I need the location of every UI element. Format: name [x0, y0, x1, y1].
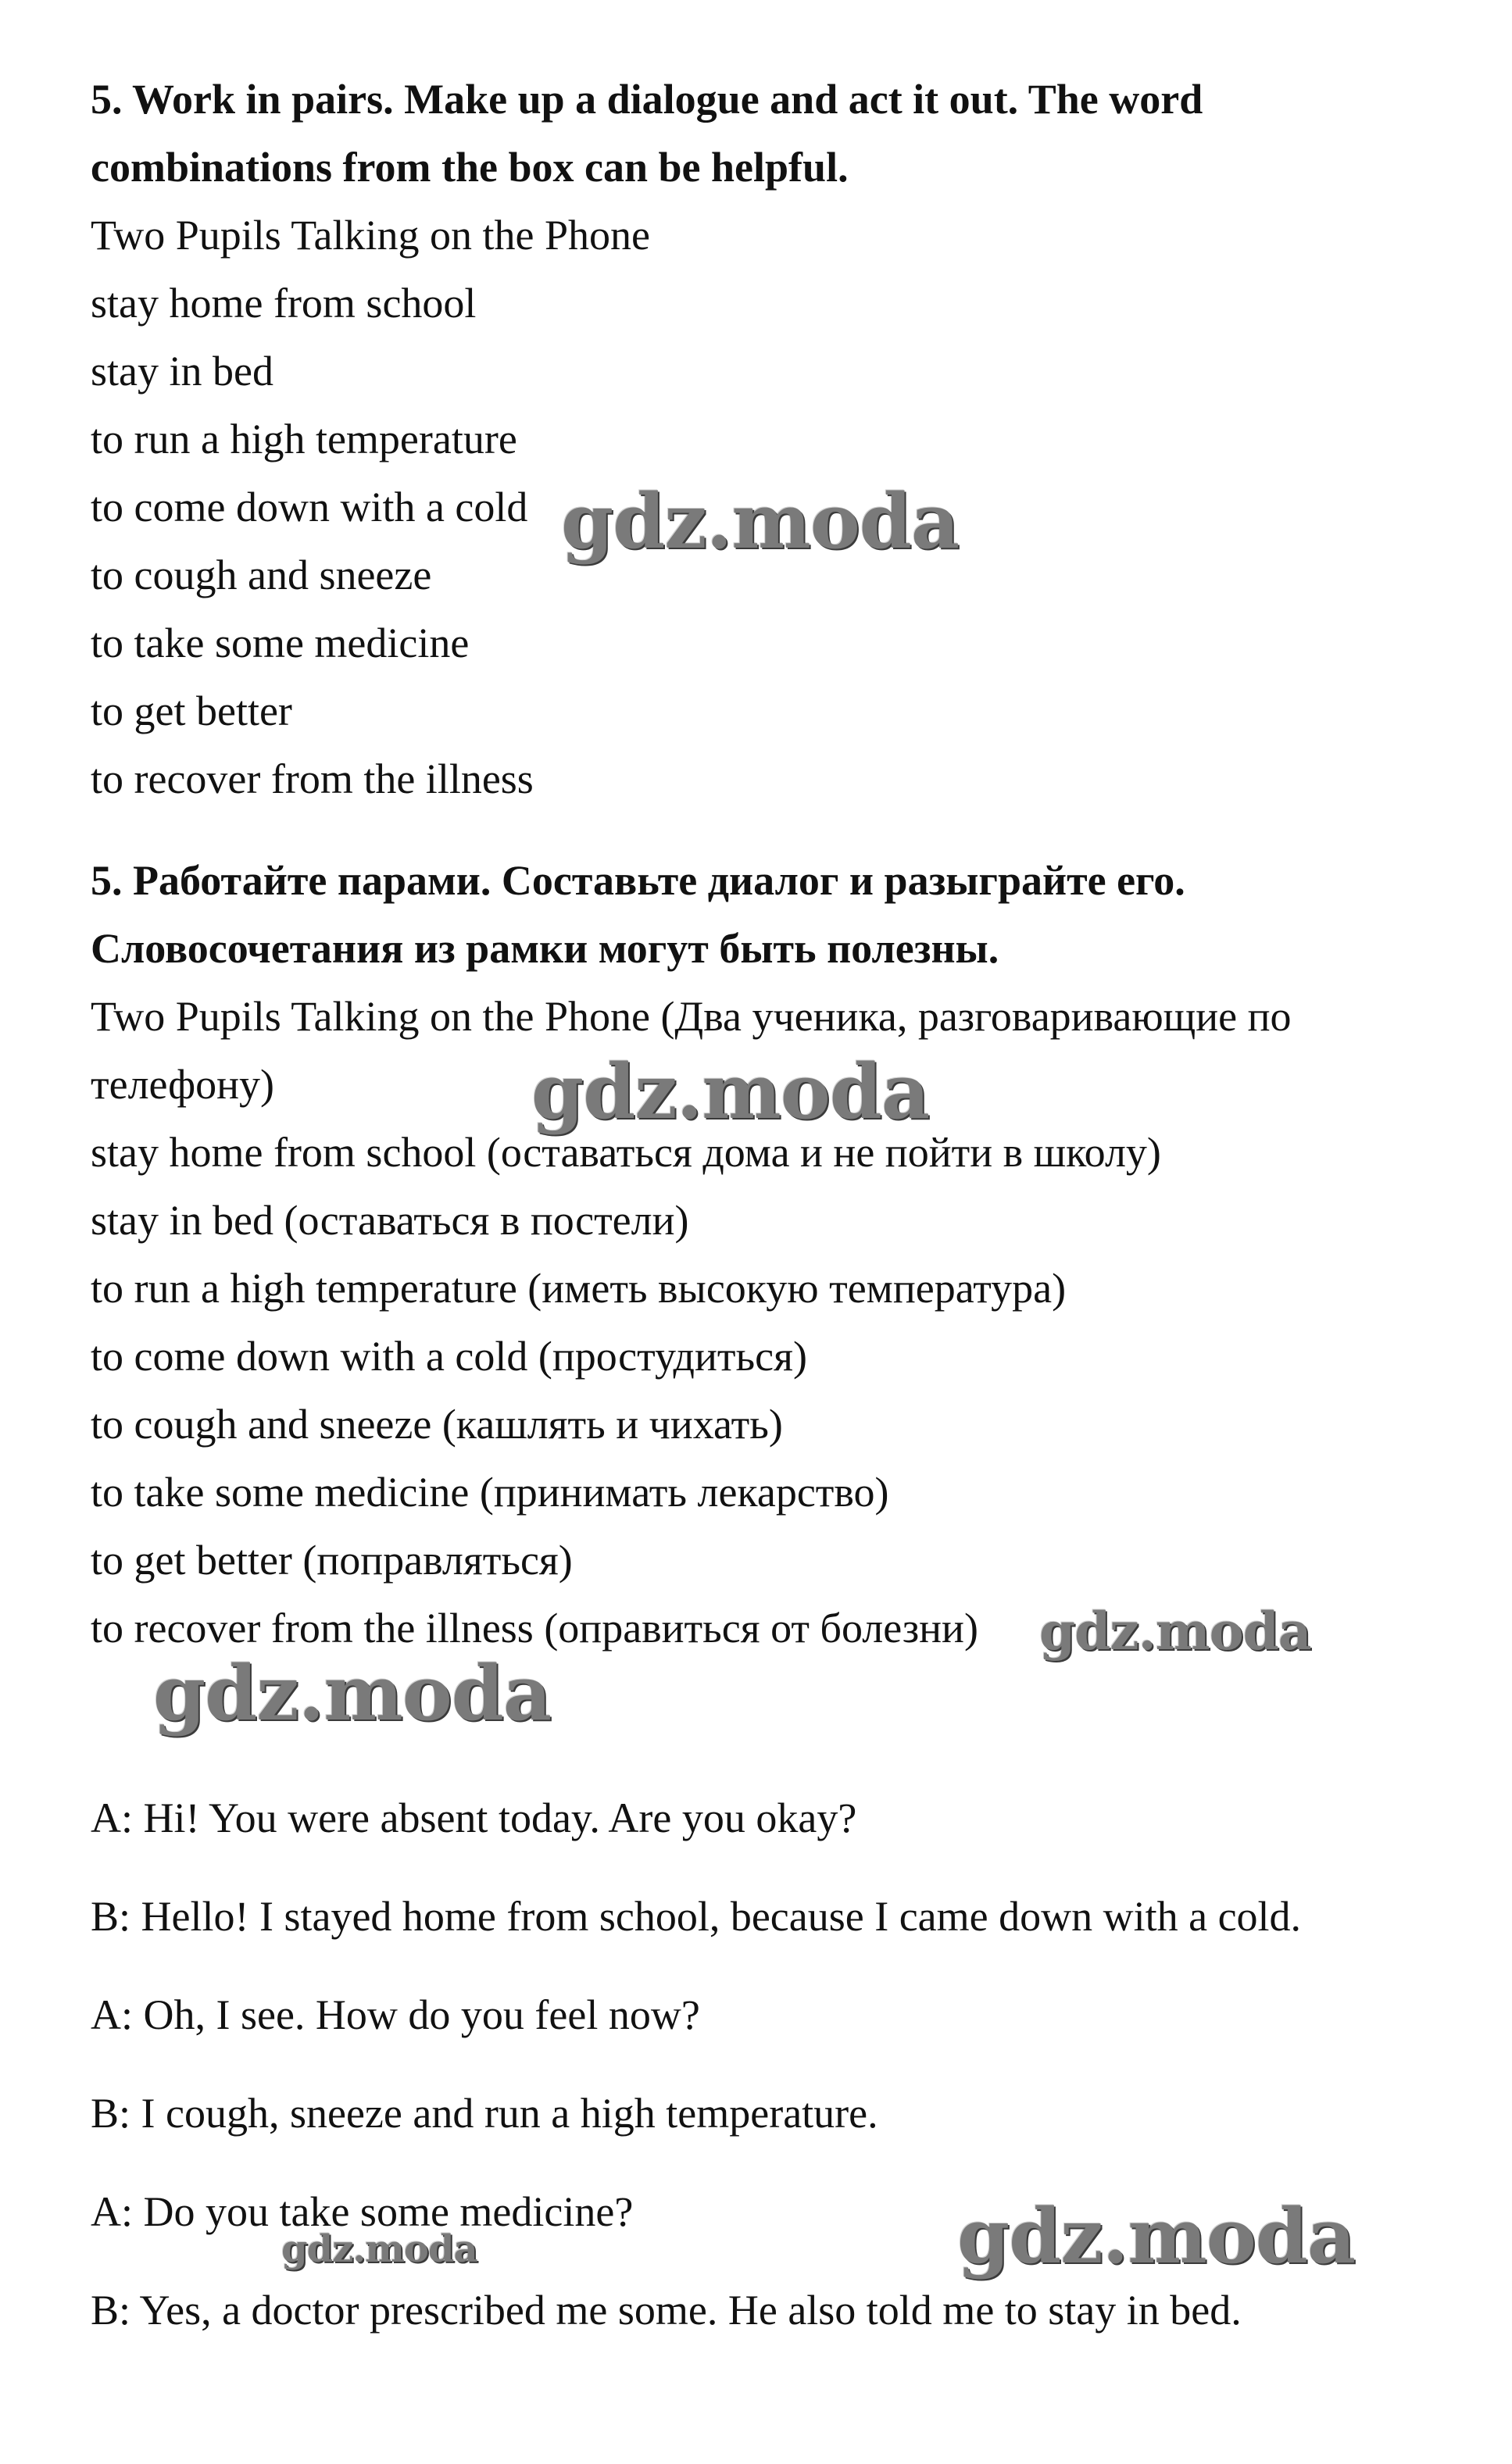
section-en-item: to cough and sneeze: [91, 552, 432, 598]
section-en-heading-line1: 5. Work in pairs. Make up a dialogue and act it out. The word: [91, 76, 1203, 123]
section-en-item: to take some medicine: [91, 620, 470, 666]
section-ru-item: stay home from school (оставаться дома и не пойти в школу): [91, 1129, 1161, 1176]
section-ru-item: to come down with a cold (простудиться): [91, 1333, 807, 1380]
section-en-item: to come down with a cold: [91, 484, 528, 530]
watermark: gdz.moda: [561, 477, 960, 566]
section-en-item: stay in bed: [91, 348, 273, 395]
section-ru-item: to cough and sneeze (кашлять и чихать): [91, 1401, 783, 1448]
section-ru-item: Two Pupils Talking on the Phone (Два ученика, разговаривающие по: [91, 993, 1292, 1040]
dialogue-line: B: Hello! I stayed home from school, because I came down with a cold.: [91, 1893, 1302, 1940]
section-ru-item: телефону): [91, 1061, 275, 1108]
section-en-item: Two Pupils Talking on the Phone: [91, 212, 650, 259]
section-ru-item: to take some medicine (принимать лекарство): [91, 1469, 889, 1516]
dialogue-line: B: Yes, a doctor prescribed me some. He also told me to stay in bed.: [91, 2287, 1242, 2334]
section-en-item: to get better: [91, 687, 292, 734]
section-en-heading-line2: combinations from the box can be helpful.: [91, 144, 849, 191]
section-ru-heading-line1: 5. Работайте парами. Составьте диалог и разыграйте его.: [91, 857, 1185, 904]
watermark: gdz.moda: [957, 2192, 1356, 2280]
watermark: gdz.moda: [531, 1048, 930, 1136]
section-en-item: to recover from the illness: [91, 755, 534, 802]
watermark: gdz.moda: [281, 2227, 477, 2271]
section-ru-item: to run a high temperature (иметь высокую температура): [91, 1265, 1067, 1312]
dialogue-line: A: Oh, I see. How do you feel now?: [91, 1991, 700, 2038]
dialogue-line: A: Do you take some medicine?: [91, 2188, 634, 2235]
dialogue-line: B: I cough, sneeze and run a high temperature.: [91, 2090, 878, 2137]
section-ru-item: to get better (поправляться): [91, 1537, 573, 1584]
section-ru-heading-line2: Словосочетания из рамки могут быть полезны.: [91, 925, 999, 972]
section-ru-item: to recover from the illness (оправиться от болезни): [91, 1605, 978, 1652]
section-en-item: to run a high temperature: [91, 416, 517, 462]
watermark: gdz.moda: [153, 1649, 552, 1737]
section-ru-item: stay in bed (оставаться в постели): [91, 1197, 689, 1244]
dialogue-line: A: Hi! You were absent today. Are you okay?: [91, 1794, 857, 1841]
watermark: gdz.moda: [1039, 1601, 1311, 1662]
section-en-item: stay home from school: [91, 280, 477, 327]
